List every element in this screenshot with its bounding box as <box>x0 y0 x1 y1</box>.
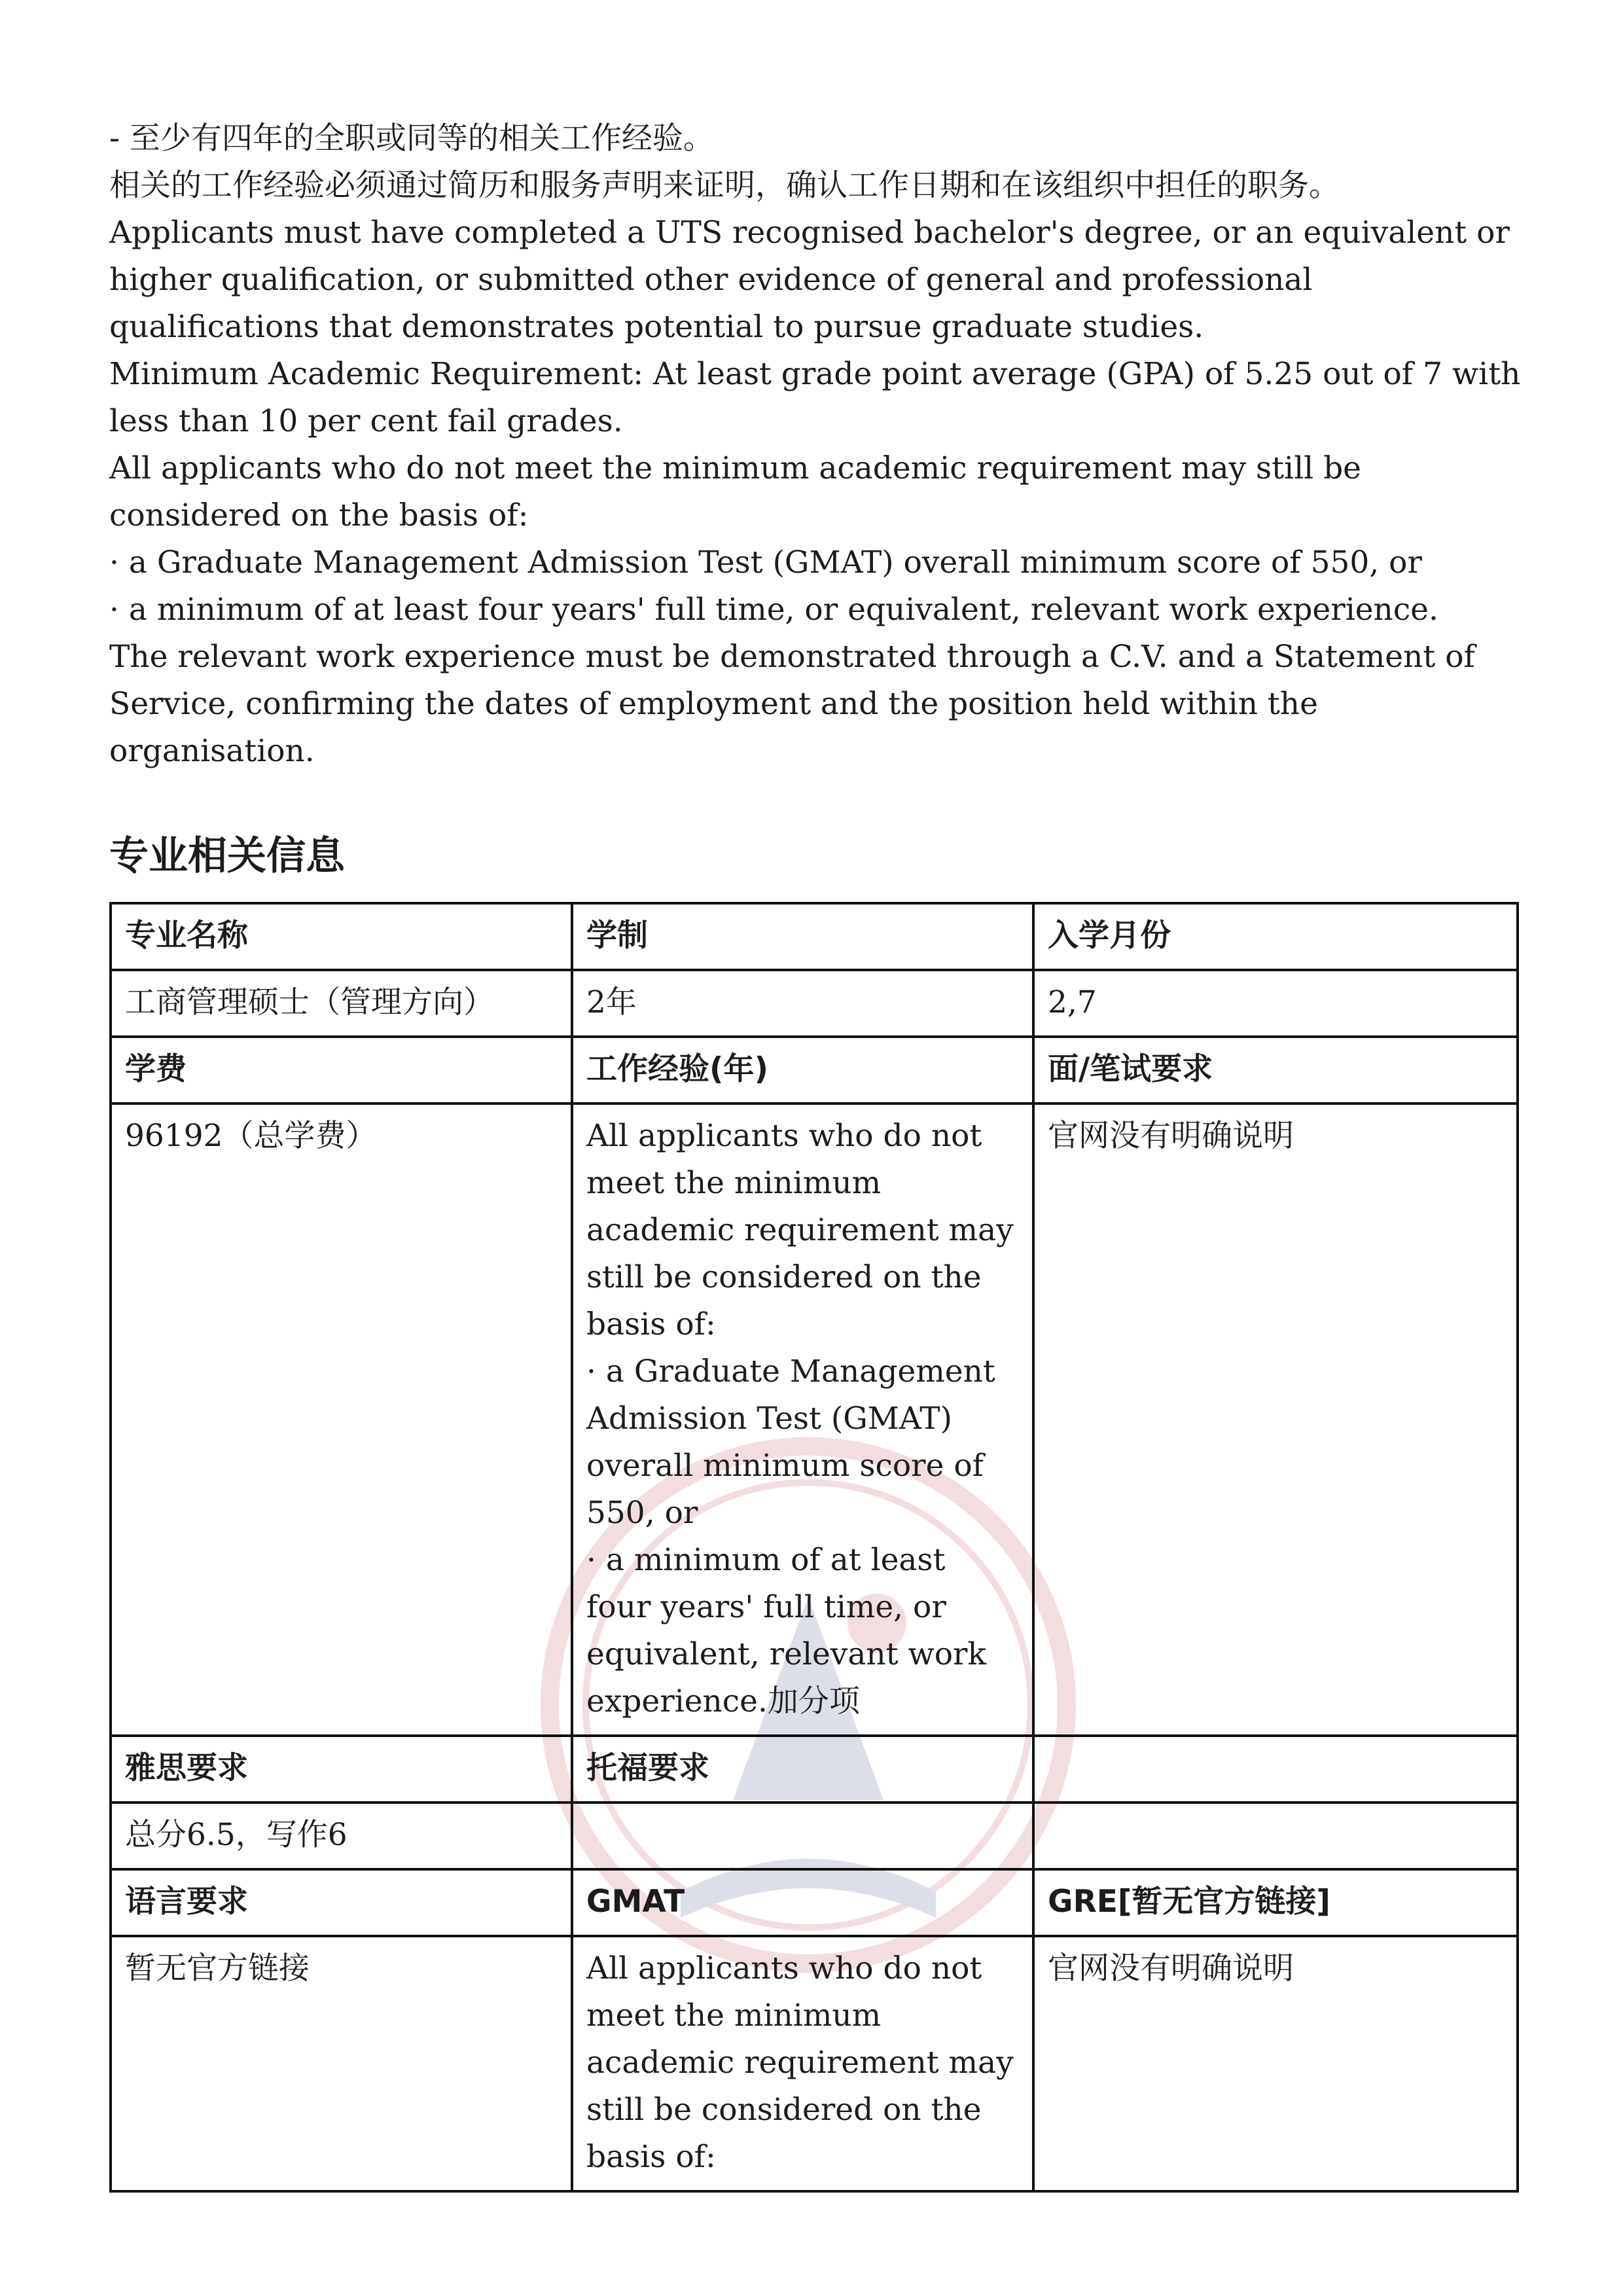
cell-gre: 官网没有明确说明 <box>1033 1936 1518 2191</box>
intro-line: Minimum Academic Requirement: At least grade point average (GPA) of 5.25 out of 7 with less than 10 per cent fail grades. <box>109 356 1521 439</box>
table-row <box>111 1869 1518 1936</box>
header-toefl: 托福要求 <box>572 1736 1033 1803</box>
header-gre: GRE[暂无官方链接] <box>1033 1869 1518 1936</box>
header-gmat: GMAT <box>572 1869 1033 1936</box>
cell-paragraph: · a Graduate Management Admission Test (GMAT) overall minimum score of 550, or <box>586 1354 995 1531</box>
table-row <box>111 1936 1518 2191</box>
intro-line: All applicants who do not meet the minimum academic requirement may still be considered on the basis of: <box>109 450 1361 533</box>
intro-line: Applicants must have completed a UTS recognised bachelor's degree, or an equivalent or higher qualification, or submitted other evidence of general and professional qualifications that demonstrates potential to pursue graduate studies. <box>109 215 1510 345</box>
header-intake-month: 入学月份 <box>1033 903 1518 970</box>
intro-line: 相关的工作经验必须通过简历和服务声明来证明，确认工作日期和在该组织中担任的职务。 <box>109 168 1340 204</box>
header-interview-requirement: 面/笔试要求 <box>1033 1037 1518 1103</box>
header-tuition: 学费 <box>111 1037 572 1103</box>
cell-paragraph: All applicants who do not meet the minimum academic requirement may still be considered on the basis of: <box>586 1118 1014 1342</box>
header-ielts: 雅思要求 <box>111 1736 572 1803</box>
cell-tuition: 96192（总学费） <box>111 1103 572 1736</box>
cell-ielts: 总分6.5，写作6 <box>111 1803 572 1869</box>
header-program-name: 专业名称 <box>111 903 572 970</box>
cell-duration: 2年 <box>572 970 1033 1037</box>
intro-line: · a Graduate Management Admission Test (GMAT) overall minimum score of 550, or <box>109 545 1422 581</box>
intro-line: · a minimum of at least four years' full time, or equivalent, relevant work experience. <box>109 592 1438 628</box>
table-row <box>111 1103 1518 1736</box>
intro-line: - 至少有四年的全职或同等的相关工作经验。 <box>109 120 714 156</box>
cell-empty <box>1033 1803 1518 1869</box>
intro-text <box>109 115 1529 775</box>
intro-line: The relevant work experience must be demonstrated through a C.V. and a Statement of Service, confirming the dates of employment and the position held within the organisation. <box>109 639 1475 769</box>
table-row <box>111 1803 1518 1869</box>
cell-gmat: All applicants who do not meet the minimum academic requirement may still be considered on the basis of: <box>572 1936 1033 2191</box>
header-language-requirement: 语言要求 <box>111 1869 572 1936</box>
program-info-table <box>109 902 1519 2193</box>
cell-paragraph: · a minimum of at least four years' full time, or equivalent, relevant work experience.加分项 <box>586 1542 986 1719</box>
table-row <box>111 1736 1518 1803</box>
table-row <box>111 903 1518 970</box>
header-work-experience: 工作经验(年) <box>572 1037 1033 1103</box>
cell-interview-requirement: 官网没有明确说明 <box>1033 1103 1518 1736</box>
cell-work-experience <box>572 1103 1033 1736</box>
header-duration: 学制 <box>572 903 1033 970</box>
cell-toefl <box>572 1803 1033 1869</box>
section-title: 专业相关信息 <box>109 833 345 879</box>
table-row <box>111 1037 1518 1103</box>
table-row <box>111 970 1518 1037</box>
cell-program-name: 工商管理硕士（管理方向） <box>111 970 572 1037</box>
cell-intake-month: 2,7 <box>1033 970 1518 1037</box>
header-empty <box>1033 1736 1518 1803</box>
cell-language-requirement: 暂无官方链接 <box>111 1936 572 2191</box>
